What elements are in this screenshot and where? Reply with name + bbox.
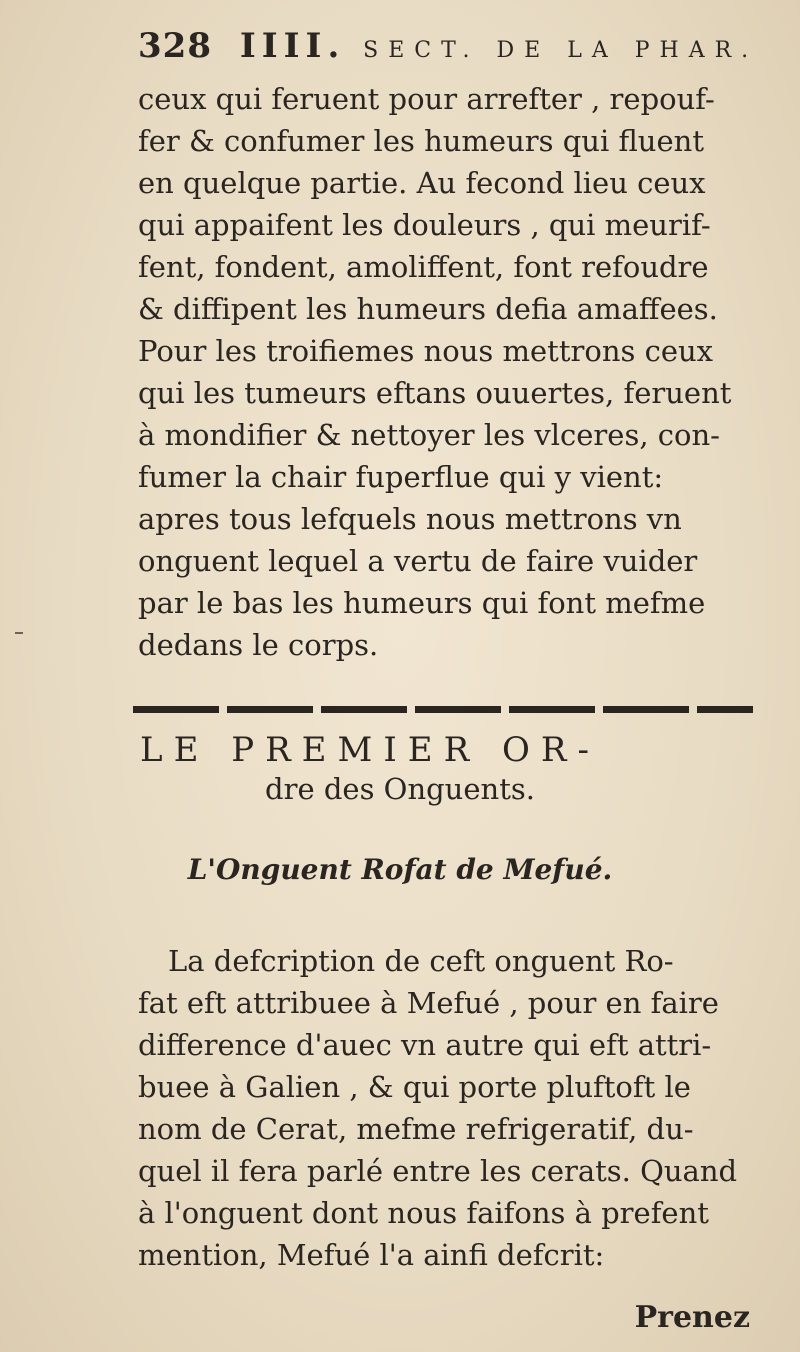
book-part: IIII. <box>239 26 346 66</box>
text-line: ceux qui feruent pour arrefter , repouf- <box>138 82 715 116</box>
running-header <box>138 26 778 66</box>
margin-mark <box>15 632 23 634</box>
text-line: en quelque partie. Au fecond lieu ceux <box>138 166 706 200</box>
paragraph-intro <box>138 78 768 666</box>
text-line: quel il fera parlé entre les cerats. Quand <box>138 1154 738 1188</box>
text-line: Pour les troifiemes nous mettrons ceux <box>138 334 714 368</box>
paragraph-recipe <box>138 940 768 1276</box>
section-title: LE PREMIER OR- <box>140 730 600 770</box>
recipe-heading: L'Onguent Rofat de Mefué. <box>187 853 613 886</box>
text-line: qui appaifent les douleurs , qui meurif- <box>138 208 711 242</box>
text-line: mention, Mefué l'a ainfi defcrit: <box>138 1238 605 1272</box>
section-label: SECT. DE LA PHAR. <box>363 38 759 63</box>
section-subtitle: dre des Onguents. <box>265 772 535 806</box>
text-line: buee à Galien , & qui porte pluftoft le <box>138 1070 691 1104</box>
text-line: La defcription de ceft onguent Ro- <box>168 944 674 978</box>
text-line: dedans le corps. <box>138 628 379 662</box>
text-line: par le bas les humeurs qui font mefme <box>138 586 706 620</box>
text-line: apres tous lefquels nous mettrons vn <box>138 502 682 536</box>
catchword: Prenez <box>634 1300 750 1335</box>
text-line: fumer la chair fuperflue qui y vient: <box>138 460 664 494</box>
text-line: fent, fondent, amoliffent, font refoudre <box>138 250 709 284</box>
text-line: nom de Cerat, mefme refrigeratif, du- <box>138 1112 694 1146</box>
text-line: qui les tumeurs eftans ouuertes, feruent <box>138 376 732 410</box>
text-line: fat eft attribuee à Mefué , pour en faire <box>138 986 719 1020</box>
page-number: 328 <box>138 26 212 66</box>
text-line: & diffipent les humeurs defia amaffees. <box>138 292 718 326</box>
text-line: difference d'auec vn autre qui eft attri- <box>138 1028 712 1062</box>
text-line: à mondifier & nettoyer les vlceres, con- <box>138 418 720 452</box>
text-line: onguent lequel a vertu de faire vuider <box>138 544 698 578</box>
text-line: à l'onguent dont nous faifons à prefent <box>138 1196 709 1230</box>
ornamental-rule <box>133 706 753 713</box>
text-line: fer & confumer les humeurs qui fluent <box>138 124 704 158</box>
